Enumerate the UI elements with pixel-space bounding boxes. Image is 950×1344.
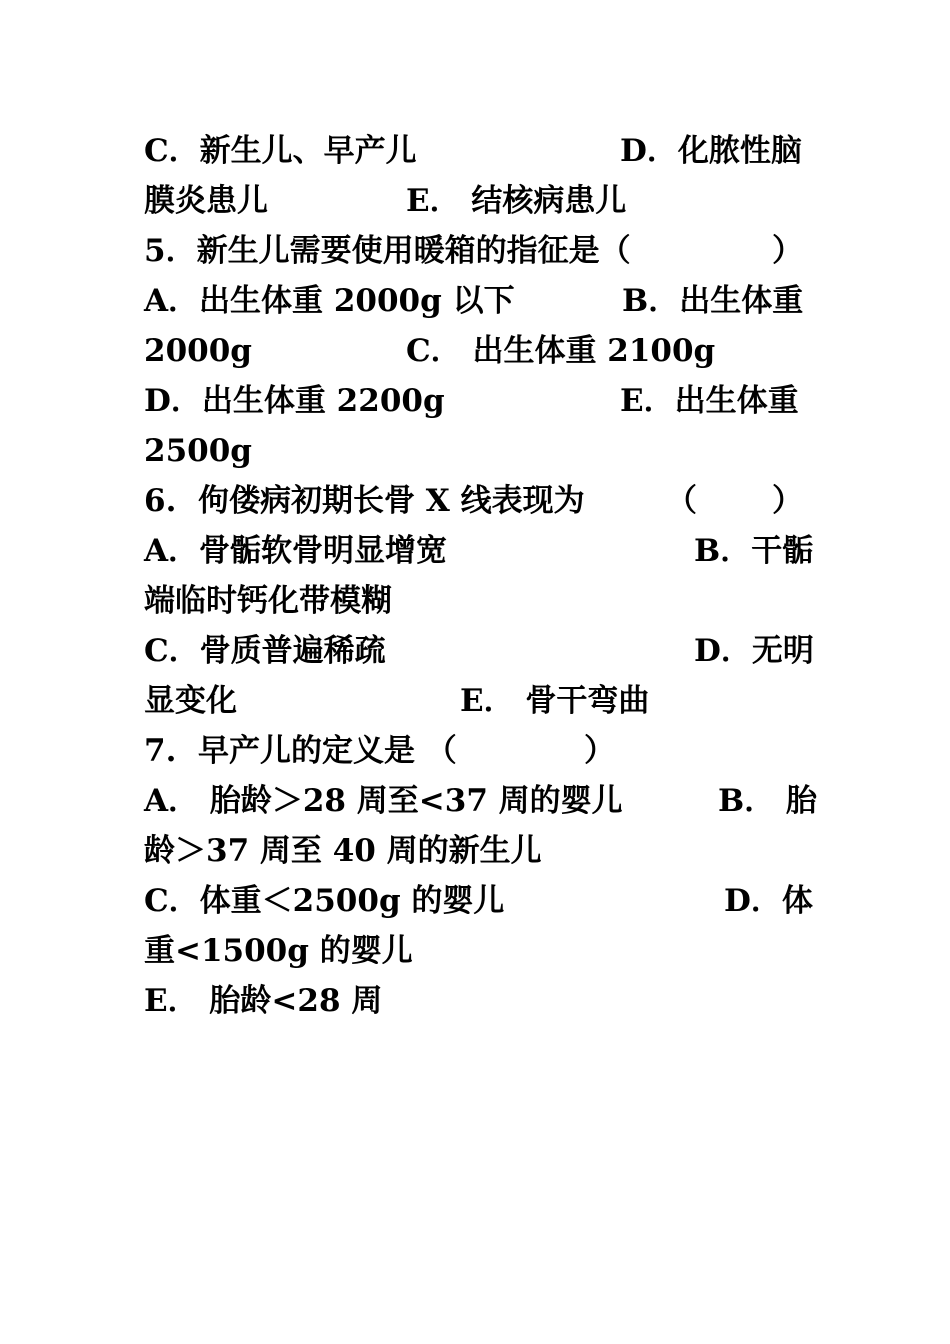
- text-line: [144, 826, 806, 876]
- option-b: B．干骺: [694, 533, 814, 569]
- continued-text: 膜炎患儿: [144, 183, 268, 219]
- option-d: D．体: [724, 883, 813, 919]
- text-line: [144, 876, 813, 926]
- text-line: [144, 626, 814, 676]
- option-a: A．骨骺软骨明显增宽: [144, 533, 448, 569]
- text-line: [144, 176, 806, 226]
- option-e-tuberculosis: E． 结核病患儿: [406, 183, 627, 219]
- option-d: D．无明: [694, 633, 814, 669]
- option-c: C．体重＜2500g 的婴儿: [144, 883, 505, 919]
- text-line: [144, 326, 806, 376]
- answer-bracket-close: ）: [772, 483, 803, 519]
- text-line: [144, 126, 806, 176]
- continued-text: 显变化: [144, 683, 237, 719]
- option-e: E． 骨干弯曲: [460, 683, 650, 719]
- option-c: C．骨质普遍稀疏: [144, 633, 386, 669]
- text-line: [144, 776, 817, 826]
- answer-bracket-close: ）: [584, 733, 615, 769]
- text-line: [144, 376, 806, 426]
- option-a: A．出生体重 2000g 以下: [144, 283, 515, 319]
- answer-bracket-open: （: [666, 483, 697, 519]
- question-6: [144, 476, 806, 526]
- continued-text: 2500g: [144, 433, 252, 469]
- text-line: [144, 926, 806, 976]
- option-e: E．出生体重: [620, 383, 799, 419]
- continued-text: 端临时钙化带模糊: [144, 583, 392, 619]
- text-line: [144, 276, 806, 326]
- question-6-text: 6. 佝偻病初期长骨 X 线表现为: [144, 483, 585, 519]
- option-e: E． 胎龄<28 周: [144, 983, 383, 1019]
- option-d-purulent-meningitis: D．化脓性脑: [620, 133, 802, 169]
- continued-text: 重<1500g 的婴儿: [144, 933, 413, 969]
- question-5: [144, 226, 806, 276]
- text-line: [144, 676, 806, 726]
- continued-text: 龄＞37 周至 40 周的新生儿: [144, 833, 542, 869]
- question-7: [144, 726, 806, 776]
- option-d: D．出生体重 2200g: [144, 383, 445, 419]
- text-line: [144, 976, 806, 1026]
- answer-bracket-close: ）: [772, 233, 803, 269]
- question-7-text: 7. 早产儿的定义是 （: [144, 733, 457, 769]
- option-b: B． 胎: [718, 783, 817, 819]
- option-a: A． 胎龄＞28 周至<37 周的婴儿: [144, 783, 623, 819]
- option-b: B．出生体重: [622, 283, 804, 319]
- text-line: [144, 576, 806, 626]
- continued-text: 2000g: [144, 333, 252, 369]
- text-line: [144, 526, 814, 576]
- text-line: [144, 426, 806, 476]
- question-5-text: 5．新生儿需要使用暖箱的指征是（: [144, 233, 631, 269]
- option-c: C． 出生体重 2100g: [406, 333, 716, 369]
- option-c-newborn-premature: C．新生儿、早产儿: [144, 133, 417, 169]
